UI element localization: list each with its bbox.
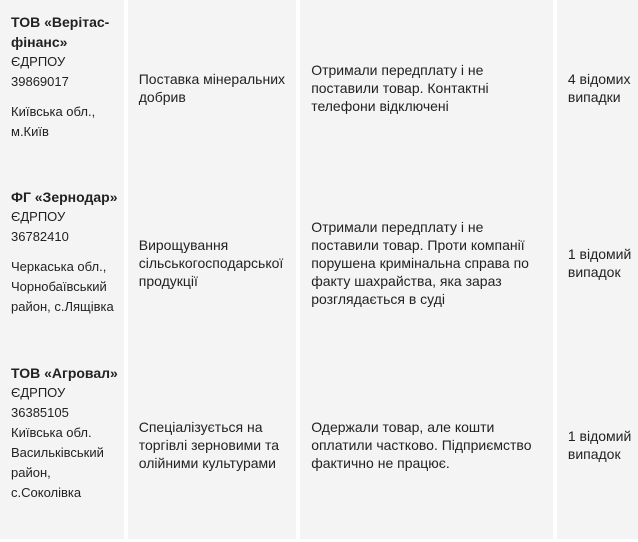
company-name: ТОВ «Агровал» [11, 365, 118, 381]
cases-cell: 4 відомих випадки [557, 0, 638, 175]
company-cell [0, 351, 124, 539]
edrpou-code: 39869017 [11, 74, 69, 89]
region-line: район, [11, 465, 51, 480]
table-row [0, 351, 638, 539]
activity-cell: Вирощування сільськогосподарської продукції [128, 175, 296, 351]
edrpou-label: ЄДРПОУ [11, 54, 66, 69]
region-line: Київська обл., [11, 104, 96, 119]
region-line: м.Київ [11, 124, 49, 139]
table-row [0, 175, 638, 351]
comment-cell: Одержали товар, але кошти оплатили частково. Підприємство фактично не працює. [300, 351, 553, 539]
region-line: Чорнобаївський [11, 279, 107, 294]
edrpou-label: ЄДРПОУ [11, 385, 66, 400]
activity-cell: Поставка мінеральних добрив [128, 0, 296, 175]
comment-cell: Отримали передплату і не поставили товар. Контактні телефони відключені [300, 0, 553, 175]
region-line: Київська обл. [11, 425, 92, 440]
region-line: Васильківський [11, 445, 104, 460]
edrpou-code: 36782410 [11, 229, 69, 244]
comment-cell: Отримали передплату і не поставили товар. Проти компанії порушена кримінальна справа по факту шахрайства, яка зараз розглядається в суді [300, 175, 553, 351]
company-cell [0, 175, 124, 351]
region-line: район, с.Лящівка [11, 299, 114, 314]
company-name: ТОВ «Верітас-фінанс» [11, 14, 110, 50]
activity-cell: Спеціалізується на торгівлі зерновими та олійними культурами [128, 351, 296, 539]
cases-cell: 1 відомий випадок [557, 175, 638, 351]
cases-cell: 1 відомий випадок [557, 351, 638, 539]
edrpou-label: ЄДРПОУ [11, 209, 66, 224]
region-line: Черкаська обл., [11, 259, 107, 274]
company-cell [0, 0, 124, 175]
region-line: с.Соколівка [11, 485, 82, 500]
company-name: ФГ «Зернодар» [11, 189, 118, 205]
edrpou-code: 36385105 [11, 405, 69, 420]
table-row [0, 0, 638, 175]
